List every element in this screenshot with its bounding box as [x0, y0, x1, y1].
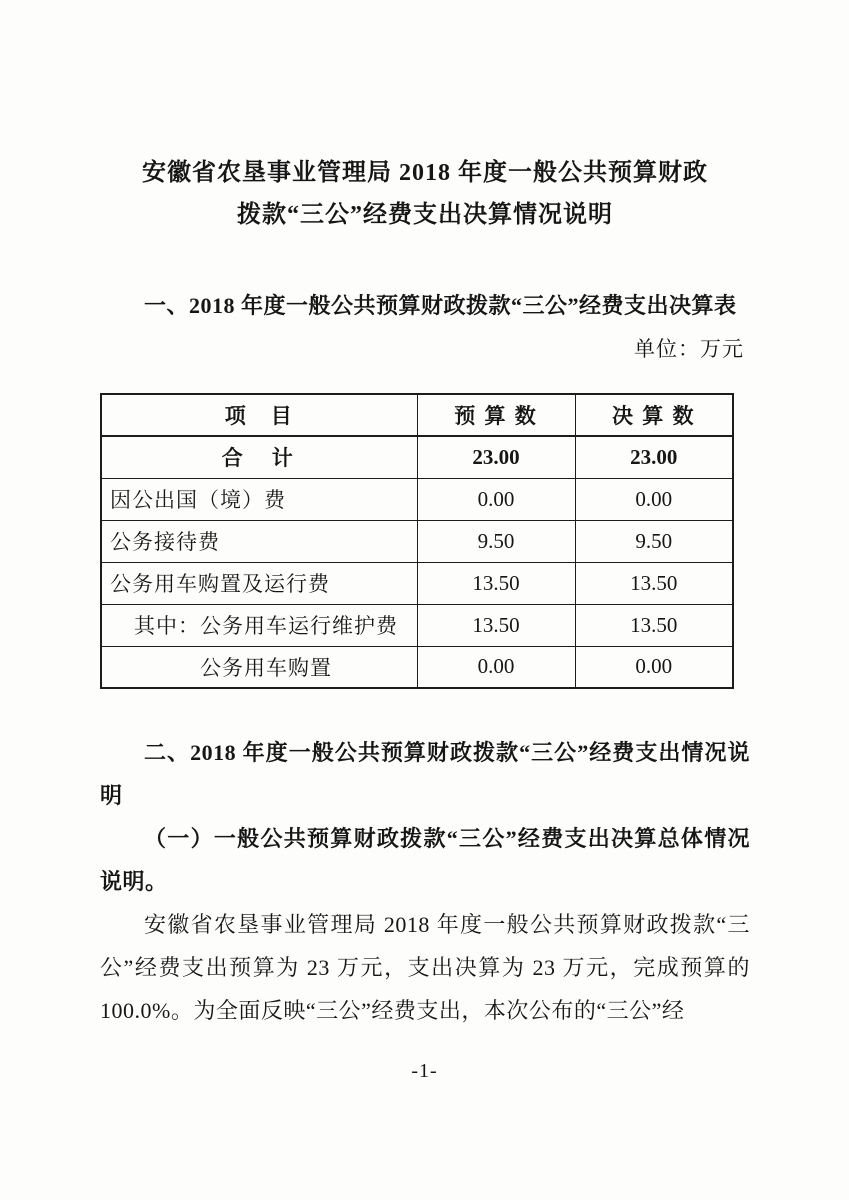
final-value-cell: 0.00	[575, 478, 733, 520]
final-value-cell: 23.00	[575, 436, 733, 478]
budget-table-header-row	[101, 394, 733, 436]
item-cell: 公务接待费	[101, 520, 417, 562]
budget-value-cell: 13.50	[417, 562, 575, 604]
document-title-line2: 拨款“三公”经费支出决算情况说明	[237, 202, 613, 228]
document-content	[100, 0, 750, 1032]
budget-table-body	[101, 436, 733, 688]
document-title-line1: 安徽省农垦事业管理局 2018 年度一般公共预算财政	[142, 160, 708, 186]
table-row	[101, 478, 733, 520]
table-row	[101, 436, 733, 478]
final-value-cell: 13.50	[575, 562, 733, 604]
final-value-cell: 9.50	[575, 520, 733, 562]
table-row	[101, 646, 733, 688]
budget-value-cell: 0.00	[417, 646, 575, 688]
budget-value-cell: 9.50	[417, 520, 575, 562]
document-title	[100, 152, 750, 236]
budget-value-cell: 13.50	[417, 604, 575, 646]
table-row	[101, 520, 733, 562]
section2-sub-heading: （一）一般公共预算财政拨款“三公”经费支出决算总体情况说明。	[100, 826, 750, 894]
table-row	[101, 562, 733, 604]
item-cell: 因公出国（境）费	[101, 478, 417, 520]
body-paragraph: 安徽省农垦事业管理局 2018 年度一般公共预算财政拨款“三公”经费支出预算为 23 万元，支出决算为 23 万元，完成预算的 100.0%。为全面反映“三公”经费支出，本次公布的“三公”经	[100, 912, 750, 1023]
item-cell: 公务用车购置	[101, 646, 417, 688]
section2-heading: 二、2018 年度一般公共预算财政拨款“三公”经费支出情况说明	[100, 740, 750, 808]
column-header: 项 目	[101, 394, 417, 436]
item-cell: 合 计	[101, 436, 417, 478]
budget-value-cell: 23.00	[417, 436, 575, 478]
column-header: 决 算 数	[575, 394, 733, 436]
budget-value-cell: 0.00	[417, 478, 575, 520]
section1-heading: 一、2018 年度一般公共预算财政拨款“三公”经费支出决算表	[144, 293, 737, 318]
item-cell: 其中：公务用车运行维护费	[101, 604, 417, 646]
page-number: -1-	[411, 1060, 438, 1082]
column-header: 预 算 数	[417, 394, 575, 436]
budget-table-header	[101, 394, 733, 436]
table-row	[101, 604, 733, 646]
item-cell: 公务用车购置及运行费	[101, 562, 417, 604]
final-value-cell: 0.00	[575, 646, 733, 688]
final-value-cell: 13.50	[575, 604, 733, 646]
budget-table	[100, 393, 734, 689]
unit-label: 单位：万元	[634, 337, 744, 361]
